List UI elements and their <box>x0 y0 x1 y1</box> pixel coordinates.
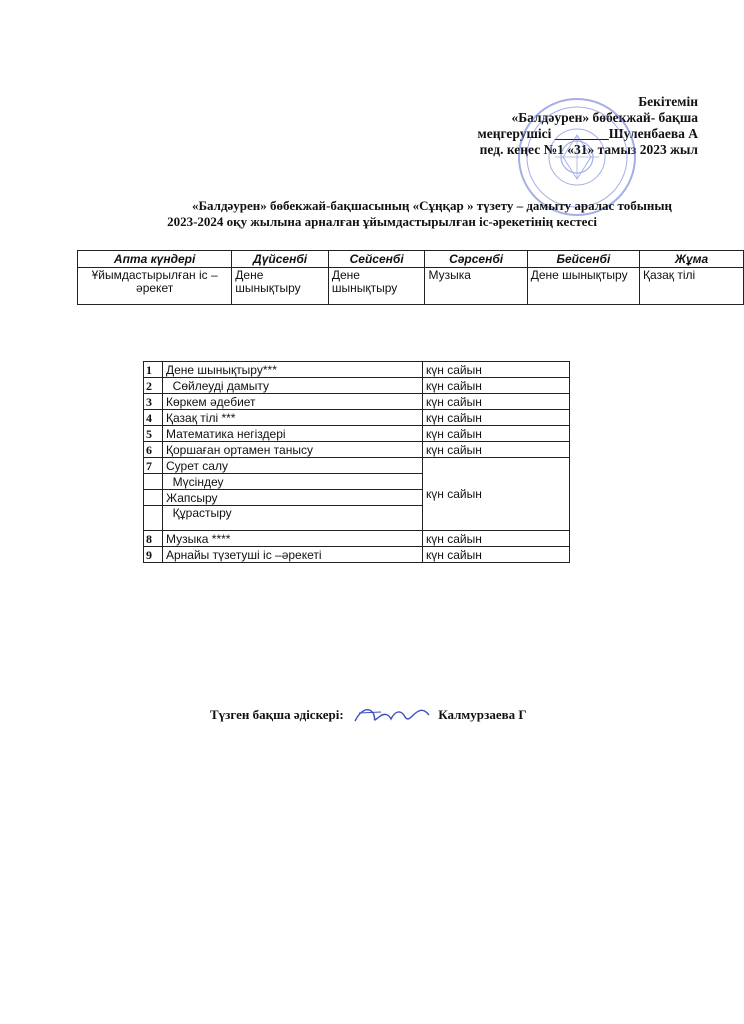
header-wednesday: Сәрсенбі <box>425 251 527 268</box>
subject-number-empty <box>144 490 163 506</box>
subject-name: Қазақ тілі *** <box>163 410 423 426</box>
subject-frequency: күн сайын <box>423 362 570 378</box>
handwritten-signature <box>351 703 431 729</box>
table-row <box>144 378 570 394</box>
header-weekdays: Апта күндері <box>78 251 232 268</box>
approval-title: Бекітемін <box>638 94 698 109</box>
subject-frequency: күн сайын <box>423 394 570 410</box>
subjects-table <box>143 361 570 563</box>
subject-frequency: күн сайын <box>423 426 570 442</box>
cell-thursday: Дене шынықтыру <box>527 268 639 305</box>
table-row <box>144 394 570 410</box>
table-row <box>144 442 570 458</box>
subject-name: Арнайы түзетуші іс –әрекеті <box>163 547 423 563</box>
cell-monday: Дене шынықтыру <box>232 268 329 305</box>
compiler-name: Калмурзаева Г <box>438 706 527 722</box>
subject-name: Дене шынықтыру*** <box>163 362 423 378</box>
subject-subitem: Құрастыру <box>163 506 423 531</box>
subject-number: 9 <box>144 547 163 563</box>
subject-number-empty <box>144 506 163 531</box>
footer-signature-line <box>210 703 527 729</box>
document-title <box>0 198 744 230</box>
table-row <box>144 426 570 442</box>
cell-tuesday: Дене шынықтыру <box>328 268 425 305</box>
subject-number: 1 <box>144 362 163 378</box>
approval-director: меңгерушісі ________Шуленбаева А <box>477 126 698 141</box>
subject-frequency: күн сайын <box>423 378 570 394</box>
subject-frequency: күн сайын <box>423 547 570 563</box>
subject-number: 8 <box>144 531 163 547</box>
cell-wednesday: Музыка <box>425 268 527 305</box>
subject-number: 6 <box>144 442 163 458</box>
header-thursday: Бейсенбі <box>527 251 639 268</box>
header-tuesday: Сейсенбі <box>328 251 425 268</box>
subject-subitem: Мүсіндеу <box>163 474 423 490</box>
table-row <box>144 531 570 547</box>
table-row <box>144 547 570 563</box>
subject-name: Қоршаған ортамен танысу <box>163 442 423 458</box>
subject-name: Математика негіздері <box>163 426 423 442</box>
compiled-by-label: Түзген бақша әдіскері: <box>210 706 344 722</box>
subject-name: Сөйлеуді дамыту <box>163 378 423 394</box>
header-friday: Жұма <box>640 251 744 268</box>
subject-frequency: күн сайын <box>423 442 570 458</box>
table-header-row <box>78 251 744 268</box>
weekly-schedule-table <box>77 250 744 305</box>
approval-org: «Балдәурен» бөбекжай- бақша <box>511 110 698 125</box>
approval-council: пед. кеңес №1 «31» тамыз 2023 жыл <box>479 142 698 157</box>
subject-number: 4 <box>144 410 163 426</box>
title-line-2: 2023-2024 оқу жылына арналған ұйымдастырылған іс-әрекетінің кестесі <box>167 214 597 229</box>
subject-name: Музыка **** <box>163 531 423 547</box>
table-row <box>144 410 570 426</box>
subject-frequency: күн сайын <box>423 531 570 547</box>
subject-number: 2 <box>144 378 163 394</box>
title-line-1: «Балдәурен» бөбекжай-бақшасының «Сұңқар » түзету – дамыту аралас тобының <box>191 198 673 213</box>
subject-frequency: күн сайын <box>423 410 570 426</box>
subject-subitem: Жапсыру <box>163 490 423 506</box>
subject-number: 7 <box>144 458 163 474</box>
header-monday: Дүйсенбі <box>232 251 329 268</box>
row-label: Ұйымдастырылған іс –әрекет <box>78 268 232 305</box>
table-row <box>78 268 744 305</box>
subject-frequency: күн сайын <box>423 458 570 531</box>
subject-number: 5 <box>144 426 163 442</box>
cell-friday: Қазақ тілі <box>640 268 744 305</box>
subject-number-empty <box>144 474 163 490</box>
subject-name: Көркем әдебиет <box>163 394 423 410</box>
table-row <box>144 458 570 474</box>
subject-name: Сурет салу <box>163 458 423 474</box>
table-row <box>144 362 570 378</box>
subject-number: 3 <box>144 394 163 410</box>
